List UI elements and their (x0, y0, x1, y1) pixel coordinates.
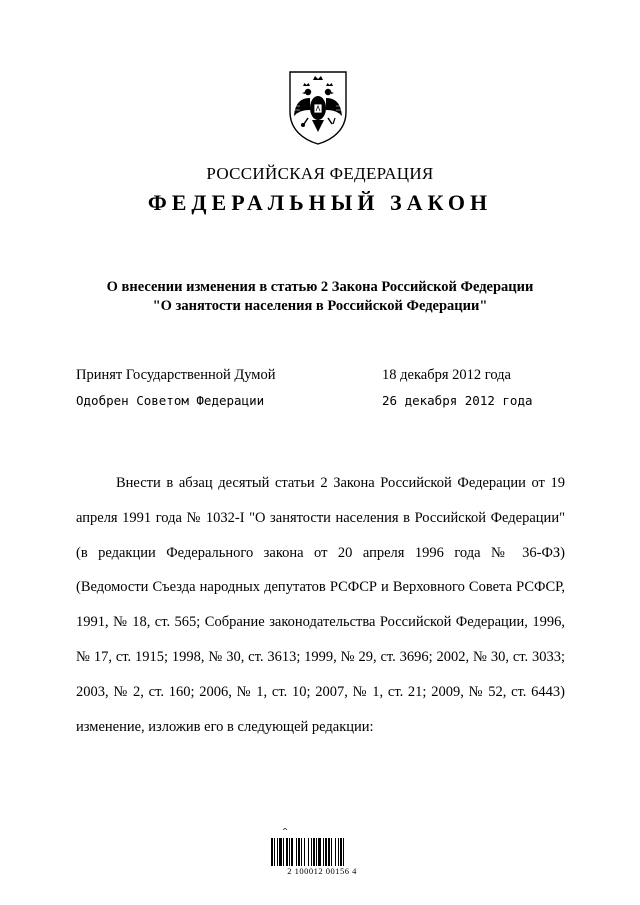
law-title-line-2: "О занятости населения в Российской Федерации" (152, 298, 488, 314)
amendment-paragraph: Внести в абзац десятый статьи 2 Закона Российской Федерации от 19 апреля 1991 года № 1032-I "О занятости населения в Российской Федерации" (в редакции Федерального закона от 20 апреля 1996 года № 36-ФЗ) (Ведомости Съезда народных депутатов РСФСР и Верховного Совета РСФСР, 1991, № 18, ст. 565; Собрание законодательства Российской Федерации, 1996, № 17, ст. 1915; 1998, № 30, ст. 3613; 1999, № 29, ст. 3696; 2002, № 30, ст. 3033; 2003, № 2, ст. 160; 2006, № 1, ст. 10; 2007, № 1, ст. 21; 2009, № 52, ст. 6443) изменение, изложив его в следующей редакции: (76, 475, 565, 735)
council-approval-row (76, 393, 576, 413)
law-title-line-1: О внесении изменения в статью 2 Закона Российской Федерации (106, 279, 534, 295)
law-title (60, 278, 580, 316)
barcode-number: 2 100012 00156 4 (287, 866, 357, 876)
duma-adoption-label: Принят Государственной Думой (76, 367, 276, 383)
council-approval-date: 26 декабря 2012 года (382, 393, 533, 408)
duma-adoption-row (76, 367, 576, 387)
law-type-heading: ФЕДЕРАЛЬНЫЙ ЗАКОН (147, 190, 493, 215)
country-name: РОССИЙСКАЯ ФЕДЕРАЦИЯ (206, 164, 434, 183)
duma-adoption-date: 18 декабря 2012 года (382, 367, 511, 383)
council-approval-label: Одобрен Советом Федерации (76, 393, 265, 408)
barcode-bars-icon (265, 828, 377, 868)
coat-of-arms-icon (286, 68, 350, 146)
